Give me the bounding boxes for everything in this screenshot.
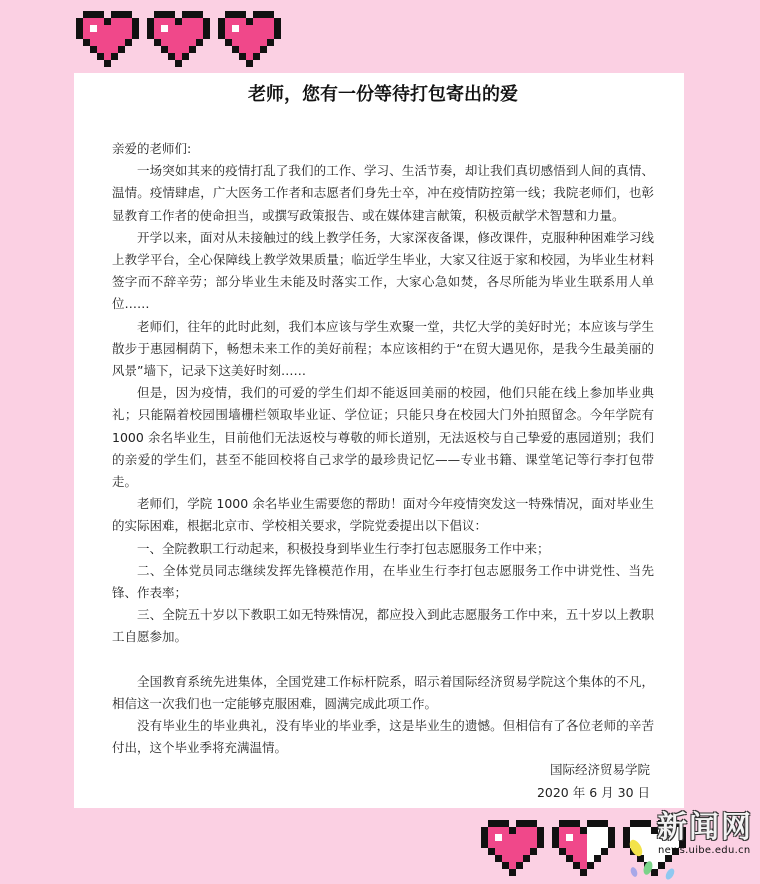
pixel-heart-icon [147,11,210,67]
watermark-title: 新闻网 [657,810,753,845]
letter-paper [74,73,684,808]
letter-title: 老师，您有一份等待打包寄出的爱 [248,84,518,105]
pixel-heart-icon [76,11,139,67]
signature-org: 国际经济贸易学院 [549,762,650,778]
paragraph: 一场突如其来的疫情打乱了我们的工作、学习、生活节奏，却让我们真切感悟到人间的真情、温情。疫情肆虐，广大医务工作者和志愿者们身先士卒，冲在疫情防控第一线；我院老师们，也彰显教育工作者的使命担当，或撰写政策报告、或在媒体建言献策，积极贡献学术智慧和力量。 [112,163,654,223]
paragraph: 但是，因为疫情，我们的可爱的学生们却不能返回美丽的校园，他们只能在线上参加毕业典礼；只能隔着校园围墙栅栏领取毕业证、学位证；只能只身在校园大门外拍照留念。今年学院有 1000 余名毕业生，目前他们无法返校与尊敬的师长道别，无法返校与自己挚爱的惠园道别；我们的亲爱的学生们，甚至不能回校将自己求学的最珍贵记忆——专业书籍、课堂笔记等行李打包带走。 [112,385,654,490]
initiative-item: 一、全院教职工行动起来，积极投身到毕业生行李打包志愿服务工作中来； [137,540,550,556]
initiative-item: 三、全院五十岁以下教职工如无特殊情况，都应投入到此志愿服务工作中来，五十岁以上教职工自愿参加。 [112,607,654,645]
paragraph: 开学以来，面对从未接触过的线上教学任务，大家深夜备课，修改课件，克服种种困难学习线上教学平台，全心保障线上教学效果质量；临近学生毕业，大家又往返于家和校园，为毕业生材料签字而不辞辛劳；部分毕业生未能及时落实工作，大家心急如焚，各尽所能为毕业生联系用人单位…… [112,229,654,312]
closing-paragraph: 全国教育系统先进集体，全国党建工作标杆院系，昭示着国际经济贸易学院这个集体的不凡，相信这一次我们也一定能够克服困难，圆满完成此项工作。 [112,673,654,711]
paragraph: 老师们，学院 1000 余名毕业生需要您的帮助！面对今年疫情突发这一特殊情况，面对毕业生的实际困难，根据北京市、学校相关要求，学院党委提出以下倡议： [112,496,654,534]
greeting: 亲爱的老师们: [112,141,192,156]
pixel-heart-icon [481,820,544,876]
closing-paragraph: 没有毕业生的毕业典礼，没有毕业的毕业季，这是毕业生的遗憾。但相信有了各位老师的辛苦付出，这个毕业季将充满温情。 [112,718,654,756]
signature-date: 2020 年 6 月 30 日 [536,784,650,800]
half-pixel-heart-icon [552,820,615,876]
initiative-item: 二、全体党员同志继续发挥先锋模范作用，在毕业生行李打包志愿服务工作中讲党性、当先锋、作表率； [112,562,654,601]
flower-decoration-icon [626,838,686,884]
pixel-heart-icon [218,11,281,67]
paragraph: 老师们，往年的此时此刻，我们本应该与学生欢聚一堂，共忆大学的美好时光；本应该与学生散步于惠园桐荫下，畅想未来工作的美好前程；本应该相约于“在贸大遇见你，是我今生最美丽的风景”墙下，记录下这美好时刻…… [112,318,654,379]
watermark-url: news.uibe.edu.cn [658,845,751,856]
